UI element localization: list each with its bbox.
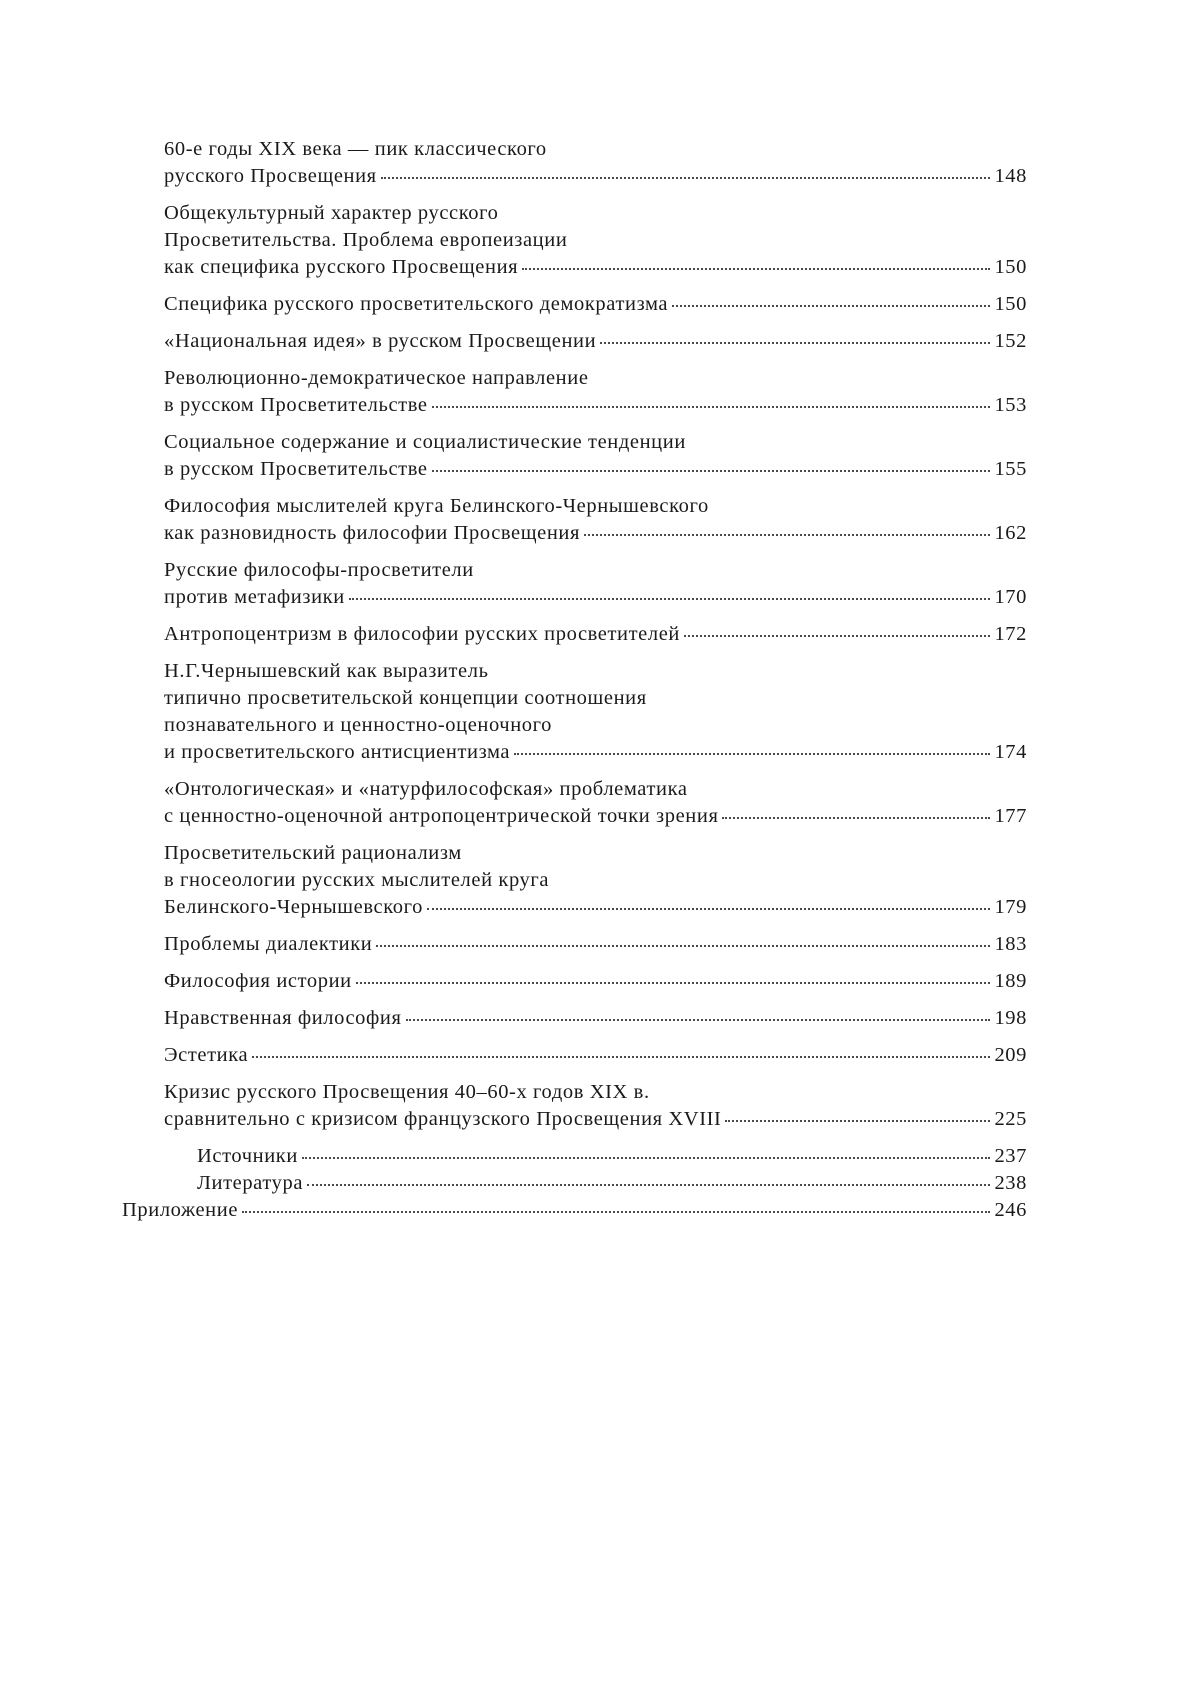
toc-entry-title-line: Социальное содержание и социалистические тенденции — [164, 431, 686, 453]
toc-entry-last-line — [164, 1005, 1027, 1032]
dot-leader — [522, 268, 990, 270]
toc-entry[interactable] — [122, 1170, 1027, 1197]
dot-leader — [725, 1120, 990, 1122]
toc-page-number: 183 — [994, 933, 1027, 955]
dot-leader — [349, 598, 991, 600]
dot-leader — [356, 982, 991, 984]
toc-entry[interactable] — [122, 621, 1027, 648]
toc-entry-title-line: Просветительский рационализм — [164, 842, 462, 864]
toc-entry-title-line: Революционно-демократическое направление — [164, 367, 589, 389]
toc-page-number: 189 — [994, 970, 1027, 992]
toc-entry-title-line: Специфика русского просветительского демократизма — [164, 293, 669, 315]
toc-entry-last-line — [164, 968, 1027, 995]
dot-leader — [432, 470, 991, 472]
toc-entry-title-line: Белинского-Чернышевского — [164, 896, 423, 918]
toc-page-number: 177 — [994, 805, 1027, 827]
dot-leader — [584, 534, 990, 536]
toc-entry[interactable] — [122, 968, 1027, 995]
toc-entry[interactable] — [122, 365, 1027, 419]
toc-entry-last-line — [164, 254, 1027, 281]
toc-entry-title-line: сравнительно с кризисом французского Просвещения XVIII — [164, 1108, 722, 1130]
dot-leader — [684, 635, 990, 637]
toc-entry[interactable] — [122, 776, 1027, 830]
toc-entry-last-line — [164, 1106, 1027, 1133]
toc-entry[interactable] — [122, 493, 1027, 547]
toc-entry-last-line — [164, 621, 1027, 648]
dot-leader — [722, 817, 990, 819]
toc-entry-last-line — [122, 1197, 1027, 1224]
toc-entry-title-line: Русские философы-просветители — [164, 559, 474, 581]
dot-leader — [381, 177, 991, 179]
toc-entry-last-line — [164, 456, 1027, 483]
toc-entry-last-line — [164, 739, 1027, 766]
toc-entry-last-line — [197, 1170, 1027, 1197]
toc-page-number: 225 — [994, 1108, 1027, 1130]
toc-entry[interactable] — [122, 658, 1027, 766]
toc-page-number: 237 — [994, 1145, 1027, 1167]
toc-entry[interactable] — [122, 931, 1027, 958]
toc-entry-last-line — [164, 931, 1027, 958]
toc-entry-last-line — [164, 163, 1027, 190]
toc-page-number: 172 — [994, 623, 1027, 645]
toc-entry[interactable] — [122, 1079, 1027, 1133]
dot-leader — [242, 1211, 990, 1213]
toc-entry-title-line: Философия истории — [164, 970, 352, 992]
toc-entry-title-line: как разновидность философии Просвещения — [164, 522, 581, 544]
toc-entry-last-line — [164, 1042, 1027, 1069]
toc-entry-title-line: против метафизики — [164, 586, 345, 608]
toc-page-number: 174 — [994, 741, 1027, 763]
toc-entry-last-line — [164, 584, 1027, 611]
toc-entry[interactable] — [122, 1042, 1027, 1069]
toc-entry-last-line — [164, 803, 1027, 830]
toc-entry[interactable] — [122, 200, 1027, 281]
toc-entry-title-line: как специфика русского Просвещения — [164, 256, 519, 278]
dot-leader — [600, 342, 990, 344]
toc-entry[interactable] — [122, 1005, 1027, 1032]
toc-entry-title-line: Общекультурный характер русского — [164, 202, 499, 224]
toc-entry-title-line: Литература — [197, 1172, 304, 1194]
dot-leader — [427, 908, 990, 910]
toc-entry-title-line: Проблемы диалектики — [164, 933, 373, 955]
toc-entry-title-line: 60-е годы XIX века — пик классического — [164, 138, 547, 160]
toc-entry[interactable] — [122, 1143, 1027, 1170]
toc-entry-last-line — [197, 1143, 1027, 1170]
dot-leader — [514, 753, 990, 755]
toc-entry-last-line — [164, 328, 1027, 355]
toc-page-number: 150 — [994, 256, 1027, 278]
dot-leader — [307, 1184, 990, 1186]
toc-entry-title-line: и просветительского антисциентизма — [164, 741, 511, 763]
toc-entry[interactable] — [122, 328, 1027, 355]
toc-page-number: 152 — [994, 330, 1027, 352]
toc-entry-title-line: Антропоцентризм в философии русских просветителей — [164, 623, 680, 645]
toc-entry-title-line: русского Просвещения — [164, 165, 377, 187]
toc-entry[interactable] — [122, 840, 1027, 921]
toc-entry[interactable] — [122, 291, 1027, 318]
toc-page-number: 198 — [994, 1007, 1027, 1029]
toc-entry-title-line: в гносеологии русских мыслителей круга — [164, 869, 550, 891]
toc-entry-last-line — [164, 894, 1027, 921]
toc-page-number: 162 — [994, 522, 1027, 544]
toc-entry-title-line: в русском Просветительстве — [164, 394, 428, 416]
toc-entry-title-line: «Национальная идея» в русском Просвещении — [164, 330, 597, 352]
toc-entry-last-line — [164, 392, 1027, 419]
dot-leader — [376, 945, 990, 947]
toc-entry-title-line: Н.Г.Чернышевский как выразитель — [164, 660, 489, 682]
toc-page-number: 150 — [994, 293, 1027, 315]
toc-page-number: 153 — [994, 394, 1027, 416]
toc-entry-title-line: с ценностно-оценочной антропоцентрической точки зрения — [164, 805, 719, 827]
toc-entry[interactable] — [122, 557, 1027, 611]
dot-leader — [406, 1019, 991, 1021]
toc-entry-title-line: Просветительства. Проблема европеизации — [164, 229, 568, 251]
dot-leader — [302, 1157, 991, 1159]
toc-entry[interactable] — [122, 136, 1027, 190]
toc-entry-title-line: Нравственная философия — [164, 1007, 402, 1029]
toc-entry-title-line: Приложение — [122, 1199, 239, 1221]
toc-entry-last-line — [164, 520, 1027, 547]
toc-page-number: 238 — [994, 1172, 1027, 1194]
toc-page-number: 155 — [994, 458, 1027, 480]
toc-entry-title-line: Кризис русского Просвещения 40–60-х годов XIX в. — [164, 1081, 650, 1103]
dot-leader — [252, 1056, 990, 1058]
toc-entry-title-line: «Онтологическая» и «натурфилософская» проблематика — [164, 778, 688, 800]
toc-entry-title-line: Эстетика — [164, 1044, 249, 1066]
dot-leader — [672, 305, 990, 307]
toc-entry-title-line: Философия мыслителей круга Белинского-Чернышевского — [164, 495, 709, 517]
toc-page-number: 209 — [994, 1044, 1027, 1066]
toc-entry-title-line: Источники — [197, 1145, 298, 1167]
toc-entry[interactable] — [122, 1197, 1027, 1224]
toc-page-number: 148 — [994, 165, 1027, 187]
table-of-contents — [122, 136, 1027, 1224]
toc-entry-title-line: познавательного и ценностно-оценочного — [164, 714, 552, 736]
toc-entry[interactable] — [122, 429, 1027, 483]
dot-leader — [432, 406, 991, 408]
toc-entry-last-line — [164, 291, 1027, 318]
toc-entry-title-line: в русском Просветительстве — [164, 458, 428, 480]
toc-page-number: 179 — [994, 896, 1027, 918]
toc-page-number: 246 — [994, 1199, 1027, 1221]
toc-entry-title-line: типично просветительской концепции соотношения — [164, 687, 647, 709]
toc-page-number: 170 — [994, 586, 1027, 608]
